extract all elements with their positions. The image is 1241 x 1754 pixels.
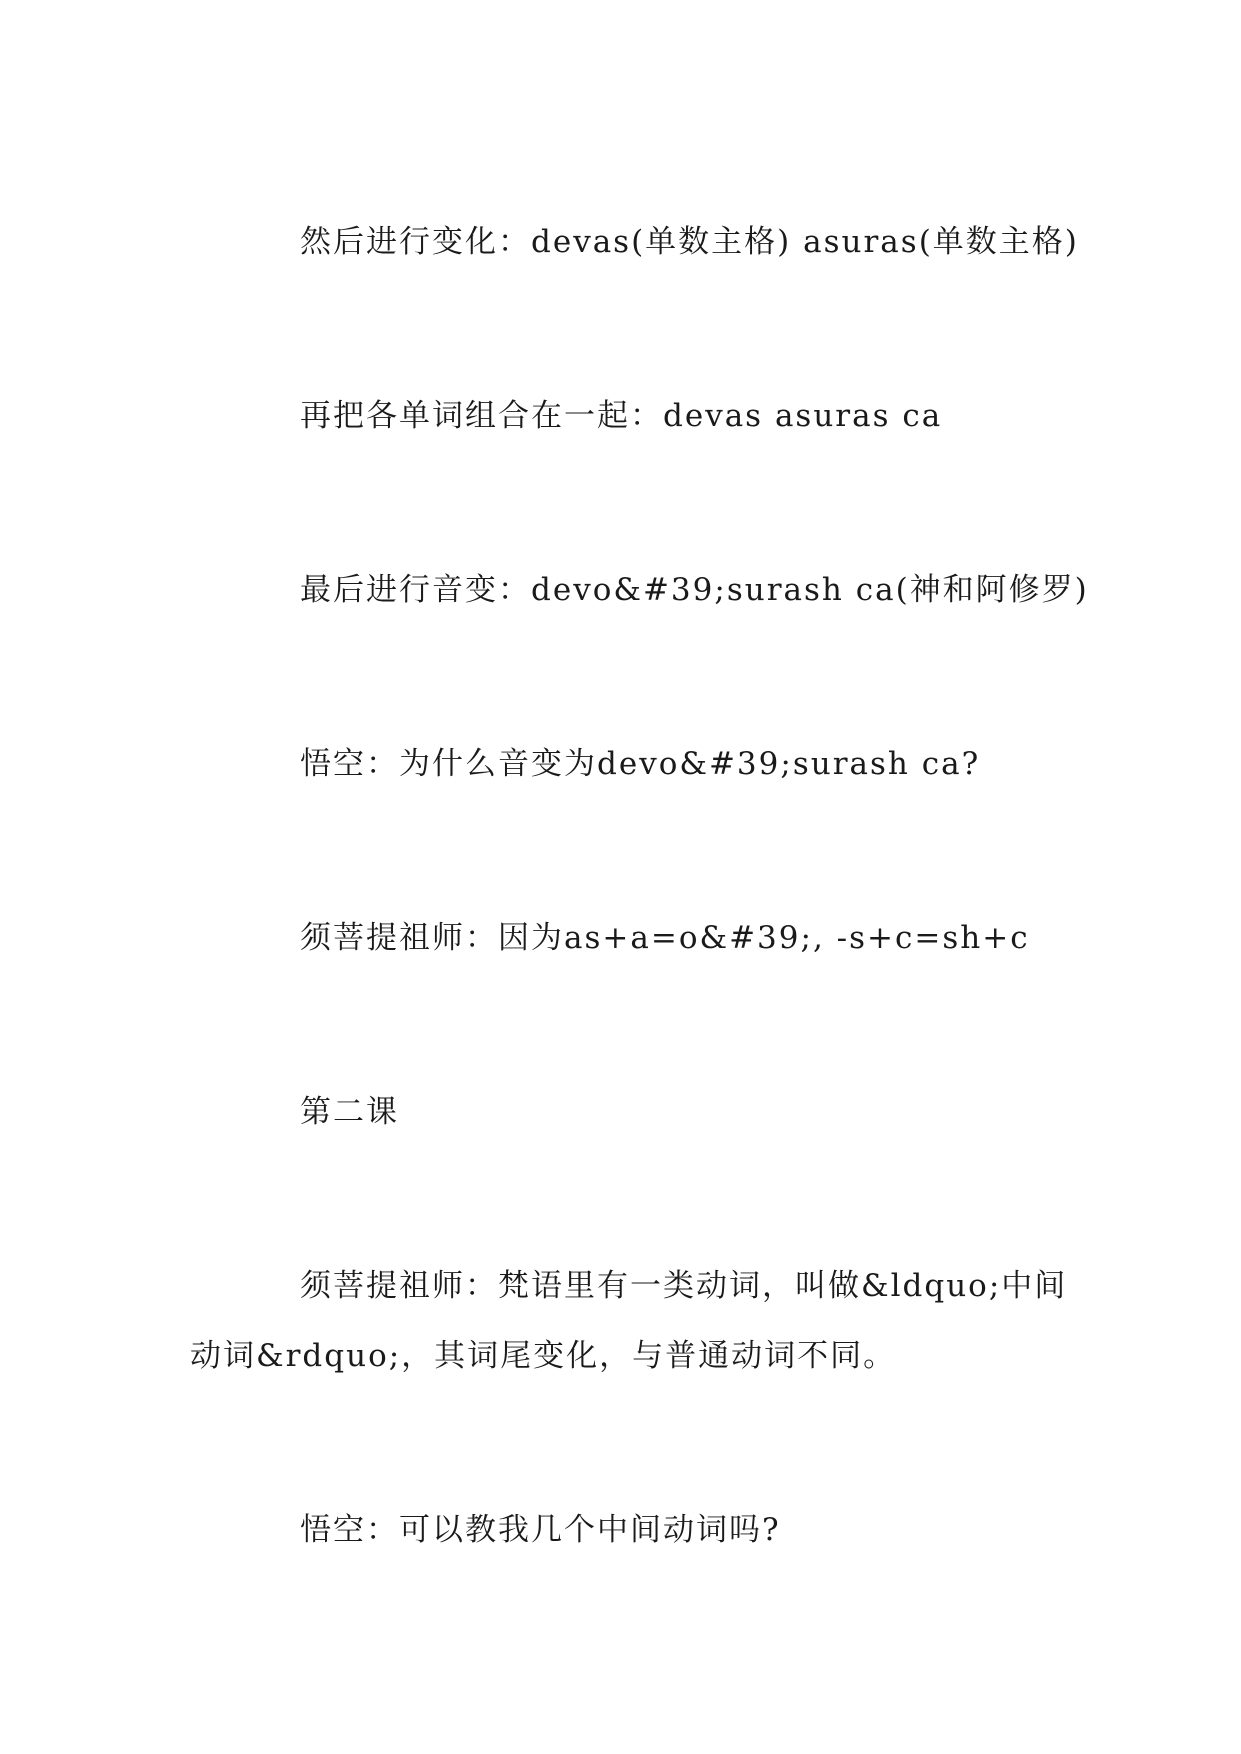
paragraph-transformation: 然后进行变化：devas(单数主格) asuras(单数主格) [300,224,1079,260]
paragraph-wukong-request: 悟空：可以教我几个中间动词吗? [300,1512,781,1548]
paragraph-wukong-question: 悟空：为什么音变为devo&#39;surash ca? [300,746,981,782]
paragraph-middle-verb-line-2: 动词&rdquo;，其词尾变化，与普通动词不同。 [190,1338,897,1374]
paragraph-middle-verb-line-1: 须菩提祖师：梵语里有一类动词，叫做&ldquo;中间 [300,1268,1068,1304]
paragraph-subhuti-answer: 须菩提祖师：因为as+a=o&#39;, -s+c=sh+c [300,920,1030,956]
paragraph-sound-change: 最后进行音变：devo&#39;surash ca(神和阿修罗) [300,572,1089,608]
lesson-heading: 第二课 [300,1094,399,1130]
paragraph-combine-words: 再把各单词组合在一起：devas asuras ca [300,398,943,434]
